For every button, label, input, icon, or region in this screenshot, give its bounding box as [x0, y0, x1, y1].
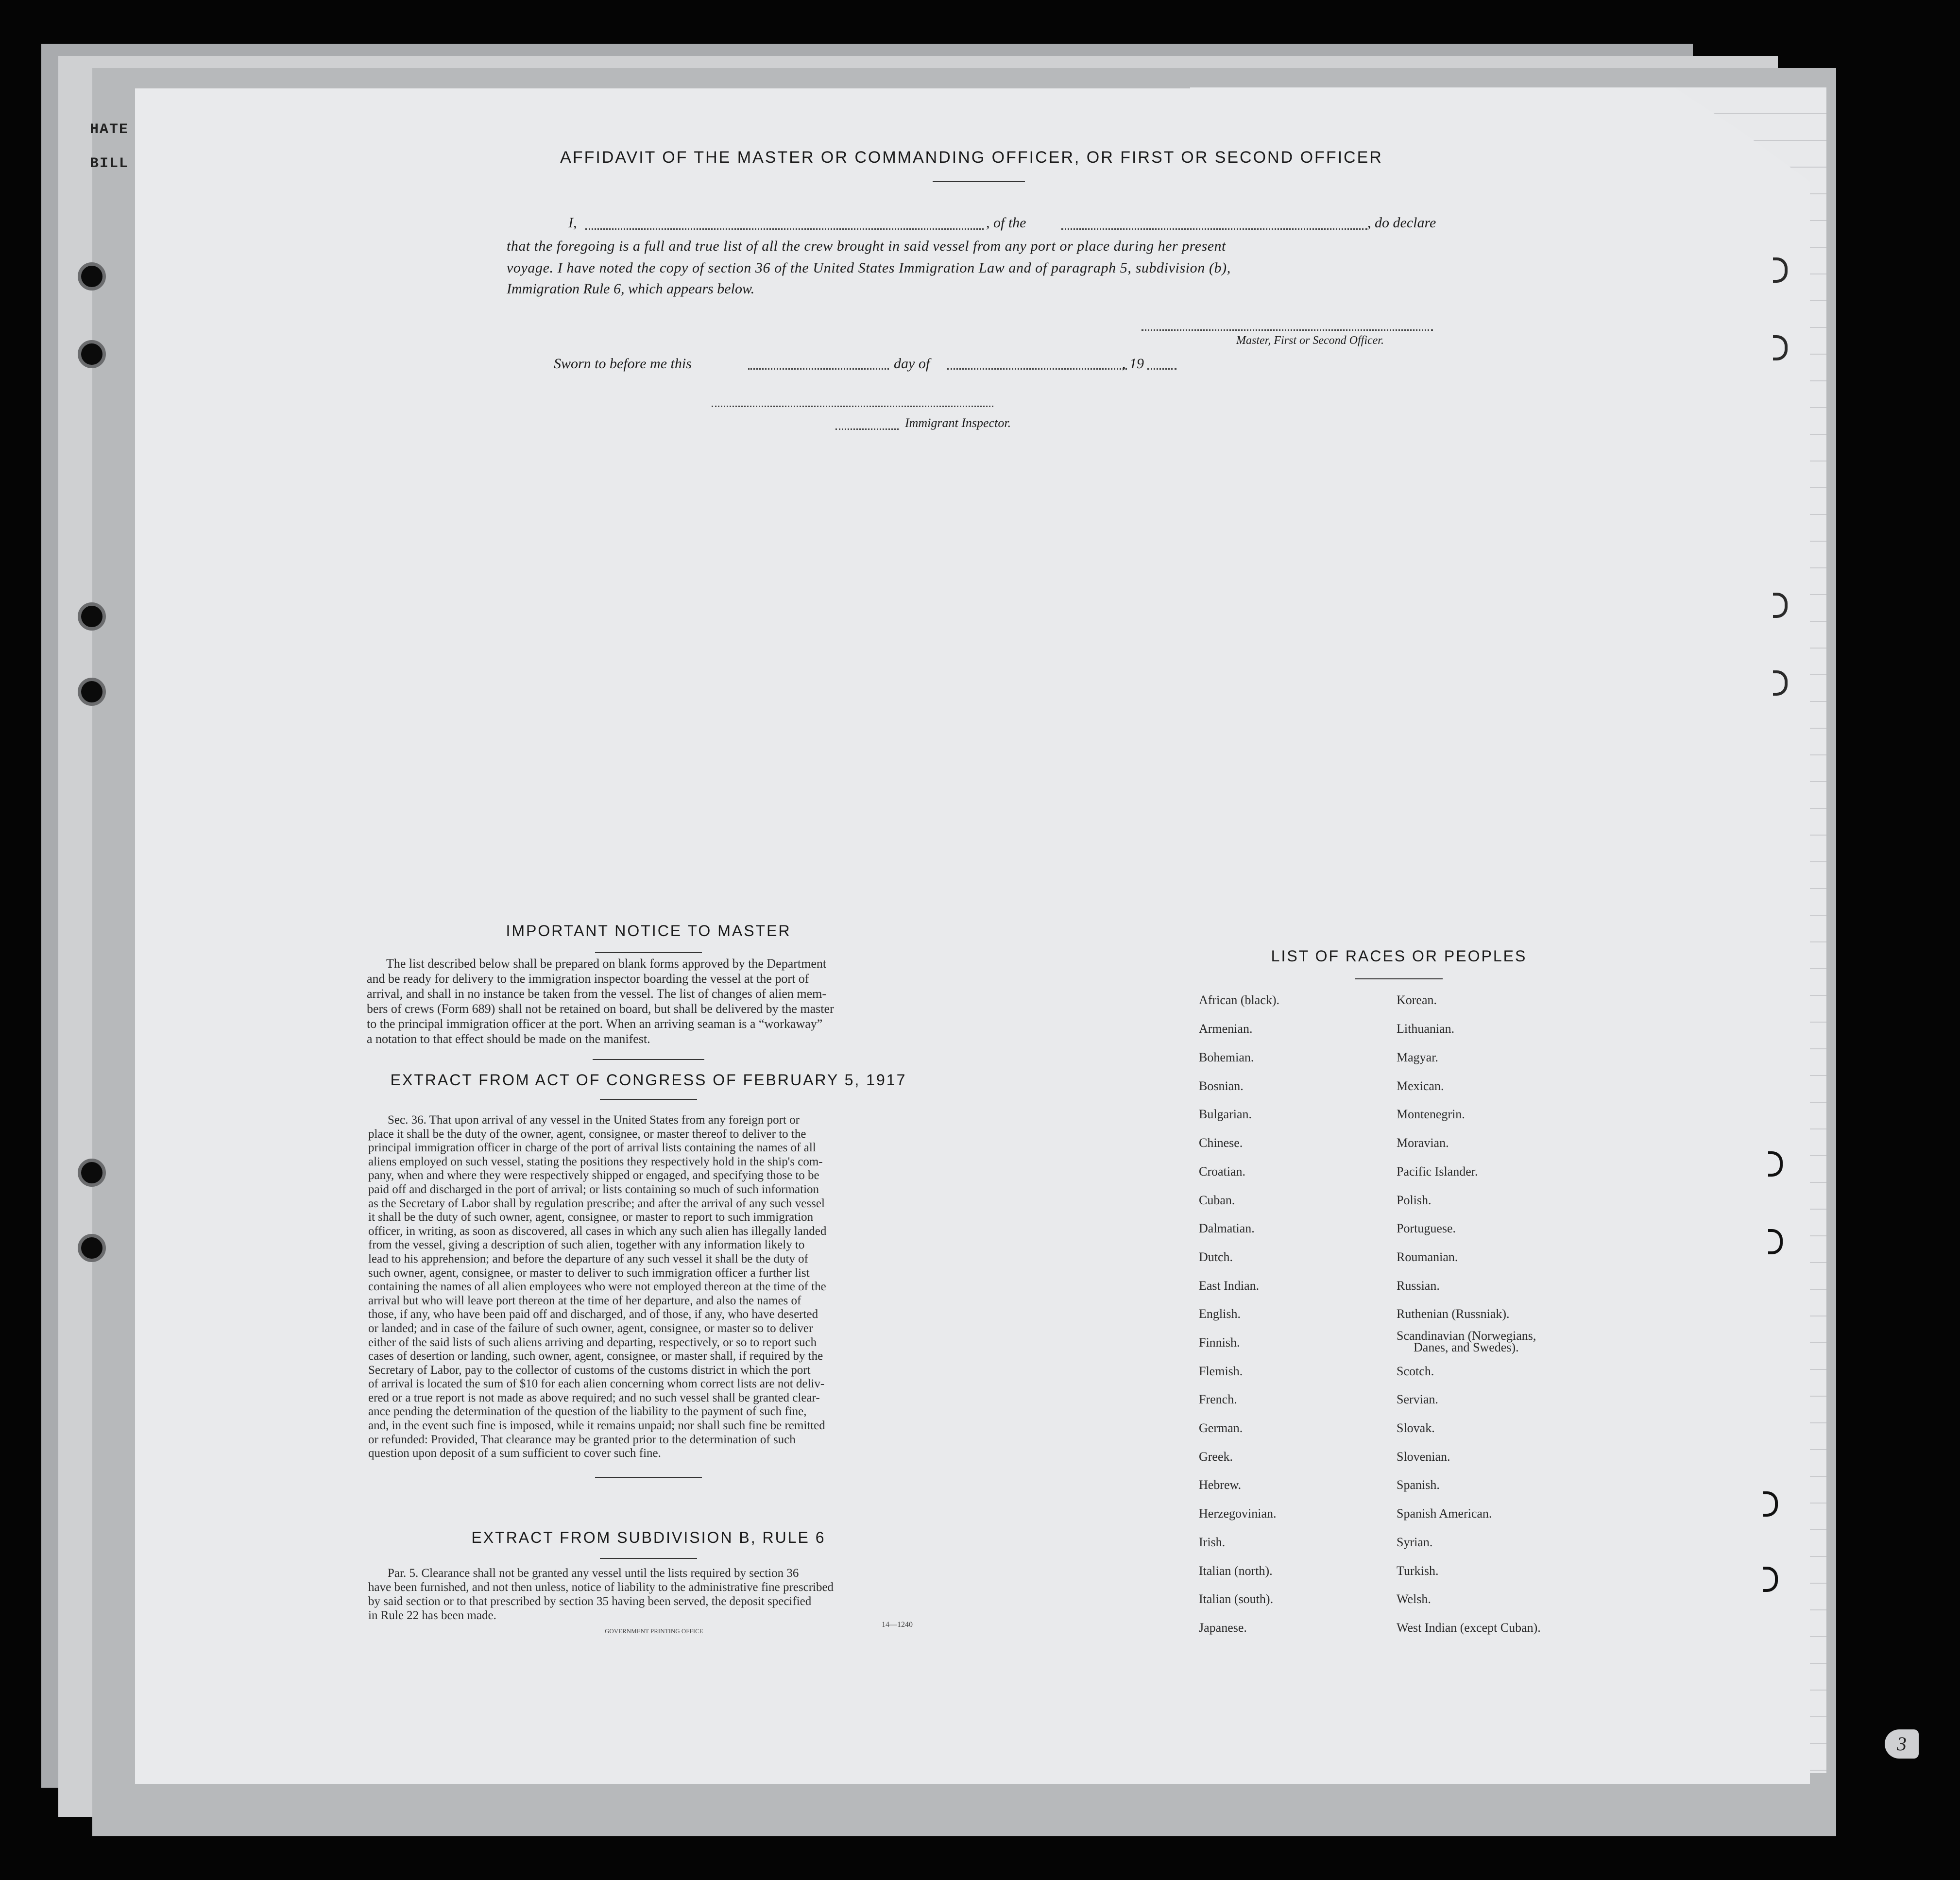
race-item: Moravian.: [1397, 1136, 1449, 1150]
notice-title: IMPORTANT NOTICE TO MASTER: [506, 922, 791, 940]
race-item: Magyar.: [1397, 1050, 1438, 1064]
form-number: 14—1240: [882, 1621, 913, 1629]
sworn-text: Sworn to before me this: [554, 356, 692, 372]
year-blank: [1147, 368, 1176, 370]
extract-rule-text: Par. 5. Clearance shall not be granted any vessel until the lists required by section 36 have been furnished, and not then unless, notice of liability to the administrative fine prescribed by said section or to that prescribed by section 35 having been served, the deposit specified in Rule 22 has been made.: [368, 1567, 834, 1622]
notice-text: The list described below shall be prepared on blank forms approved by the Department and be ready for delivery to the immigration inspector boarding the vessel at the port of arrival, and shall in no instance be taken from the vessel. The list of changes of alien mem- bers of crews (Form 689) shall not be retained on board, but shall be delivered by the master to the principal immigration officer at the port. When an arriving seaman is a “workaway” a notation to that effect should be made on the manifest.: [367, 957, 834, 1046]
race-item: Cuban.: [1199, 1193, 1235, 1207]
race-item: Japanese.: [1199, 1621, 1247, 1635]
race-item: Spanish American.: [1397, 1506, 1492, 1521]
race-item: Armenian.: [1199, 1022, 1253, 1036]
divider: [595, 1477, 702, 1478]
race-item: Pacific Islander.: [1397, 1164, 1478, 1179]
extract-rule-title: EXTRACT FROM SUBDIVISION B, RULE 6: [471, 1529, 826, 1546]
race-item: Croatian.: [1199, 1164, 1246, 1179]
day-blank: [748, 368, 889, 370]
race-item: Chinese.: [1199, 1136, 1243, 1150]
race-item: German.: [1199, 1421, 1243, 1435]
race-item: Finnish.: [1199, 1335, 1240, 1350]
race-item: Bohemian.: [1199, 1050, 1254, 1064]
race-item: Lithuanian.: [1397, 1022, 1455, 1036]
inspector-name-blank: [835, 428, 899, 430]
race-item: Scotch.: [1397, 1364, 1434, 1378]
inspector-label: Immigrant Inspector.: [905, 416, 1011, 430]
race-item: Servian.: [1397, 1392, 1438, 1406]
divider: [595, 952, 702, 953]
affidavit-do-declare: , do declare: [1367, 215, 1436, 231]
binder-hole: [78, 678, 106, 706]
divider: [593, 1059, 704, 1060]
races-title: LIST OF RACES OR PEOPLES: [1271, 947, 1527, 965]
race-item: African (black).: [1199, 993, 1280, 1007]
race-item: Italian (north).: [1199, 1564, 1273, 1578]
race-item: Italian (south).: [1199, 1592, 1274, 1606]
race-item: East Indian.: [1199, 1279, 1260, 1293]
race-item: Spanish.: [1397, 1478, 1440, 1492]
binder-hole: [78, 602, 106, 631]
divider: [600, 1099, 697, 1100]
affidavit-line: that the foregoing is a full and true list of all the crew brought in said vessel from any port or place during her present: [507, 238, 1226, 254]
affidavit-title: AFFIDAVIT OF THE MASTER OR COMMANDING OFFICER, OR FIRST OR SECOND OFFICER: [560, 148, 1383, 167]
stamp-fragment: HATE: [90, 121, 129, 138]
race-item: Montenegrin.: [1397, 1107, 1465, 1121]
name-blank: [585, 228, 984, 230]
inspector-signature-blank: [712, 406, 993, 407]
stamp-fragment: BILL: [90, 155, 129, 172]
race-item: Scandinavian (Norwegians,: [1397, 1329, 1536, 1343]
master-label: Master, First or Second Officer.: [1236, 334, 1384, 347]
race-item: Russian.: [1397, 1279, 1440, 1293]
race-item: Polish.: [1397, 1193, 1432, 1207]
race-item: Hebrew.: [1199, 1478, 1242, 1492]
race-item: Dutch.: [1199, 1250, 1233, 1264]
vessel-blank: [1061, 228, 1367, 230]
race-item: French.: [1199, 1392, 1237, 1406]
affidavit-of-the: , of the: [986, 215, 1026, 231]
race-item: West Indian (except Cuban).: [1397, 1621, 1541, 1635]
race-item: Roumanian.: [1397, 1250, 1458, 1264]
race-item: Ruthenian (Russniak).: [1397, 1307, 1510, 1321]
race-item: Mexican.: [1397, 1079, 1444, 1093]
page-number-mark: 3: [1885, 1729, 1919, 1759]
race-item: Korean.: [1397, 993, 1437, 1007]
divider: [1355, 978, 1443, 979]
year-text: , 19: [1122, 356, 1144, 372]
master-signature-blank: [1142, 329, 1433, 331]
race-item: Slovak.: [1397, 1421, 1435, 1435]
race-item: Irish.: [1199, 1535, 1226, 1549]
extract-act-title: EXTRACT FROM ACT OF CONGRESS OF FEBRUARY 5, 1917: [390, 1071, 907, 1089]
binder-hole: [78, 262, 106, 291]
binder-hole: [78, 1159, 106, 1187]
race-item: Danes, and Swedes).: [1414, 1340, 1519, 1354]
affidavit-line: Immigration Rule 6, which appears below.: [507, 281, 755, 297]
divider: [600, 1558, 697, 1559]
race-item: Dalmatian.: [1199, 1221, 1255, 1235]
day-of-text: day of: [894, 356, 930, 372]
race-item: Turkish.: [1397, 1564, 1439, 1578]
printer-mark: GOVERNMENT PRINTING OFFICE: [605, 1627, 703, 1635]
race-item: English.: [1199, 1307, 1241, 1321]
race-item: Syrian.: [1397, 1535, 1433, 1549]
race-item: Greek.: [1199, 1450, 1233, 1464]
binder-hole: [78, 340, 106, 368]
race-item: Flemish.: [1199, 1364, 1243, 1378]
divider: [933, 181, 1025, 182]
race-item: Bosnian.: [1199, 1079, 1244, 1093]
month-blank: [947, 368, 1127, 370]
binder-hole: [78, 1234, 106, 1262]
extract-act-text: Sec. 36. That upon arrival of any vessel in the United States from any foreign port or place it shall be the duty of the owner, agent, consignee, or master thereof to deliver to the principal immigration officer in charge of the port of arrival lists containing the names of all aliens employed on such vessel, stating the positions they respectively hold in the ship's com- pany, when and where they were respectively shipped or engaged, and specifying those to be paid off and discharged in the port of arrival; or lists containing so much of such information as the Secretary of Labor shall by regulation prescribe; and after the arrival of any such vessel it shall be the duty of such owner, agent, consignee, or master to report to such immigration officer, in writing, as soon as discovered, all cases in which any such alien has illegally landed from the vessel, giving a description of such alien, together with any information likely to lead to his apprehension; and before the departure of any such vessel it shall be the duty of such owner, agent, consignee, or master to deliver to such immigration officer a further list containing the names of all alien employees who were not employed thereon at the time of the arrival but who will leave port thereon at the time of her departure, and also the names of those, if any, who have been paid off and discharged, and of those, if any, who have deserted or landed; and in case of the failure of such owner, agent, consignee, or master so to deliver either of the said lists of such aliens arriving and departing, respectively, or so to report such cases of desertion or landing, such owner, agent, consignee, or master shall, if required by the Secretary of Labor, pay to the collector of customs of the customs district in which the port of arrival is located the sum of $10 for each alien concerning whom correct lists are not deliv- ered or a true report is not made as above required; and no such vessel shall be granted clear- ance pending the determination of the question of the liability to the payment of such fine, and, in the event such fine is imposed, while it remains unpaid; nor shall such fine be remitted or refunded: Provided, That clearance may be granted prior to the determination of such question upon deposit of a sum sufficient to cover such fine.: [368, 1113, 827, 1460]
race-item: Slovenian.: [1397, 1450, 1450, 1464]
affidavit-i-prefix: I,: [568, 215, 577, 231]
race-item: Herzegovinian.: [1199, 1506, 1277, 1521]
race-item: Bulgarian.: [1199, 1107, 1252, 1121]
race-item: Welsh.: [1397, 1592, 1431, 1606]
affidavit-line: voyage. I have noted the copy of section 36 of the United States Immigration Law and of paragraph 5, subdivision (b),: [507, 260, 1231, 276]
race-item: Portuguese.: [1397, 1221, 1456, 1235]
